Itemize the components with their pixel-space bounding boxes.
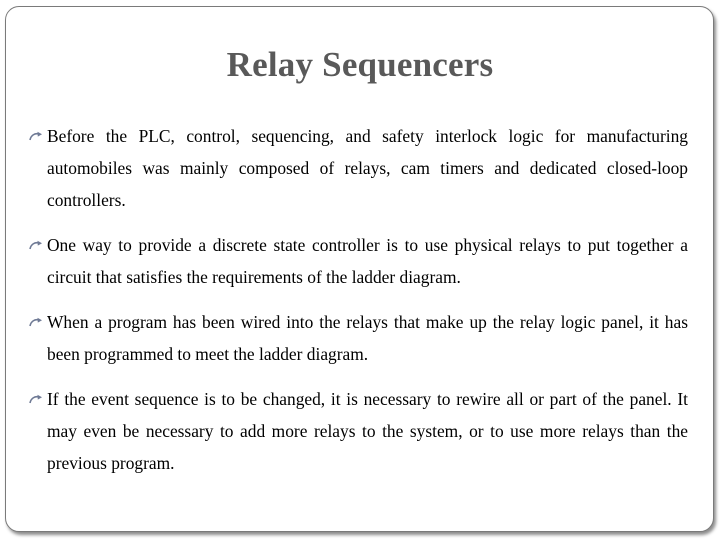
curved-arrow-bullet-icon (29, 317, 43, 327)
curved-arrow-bullet-icon (29, 394, 43, 404)
bullet-list (29, 120, 688, 492)
bullet-item (29, 383, 688, 479)
bullet-text: Before the PLC, control, sequencing, and safety interlock logic for manufacturing automobiles was mainly composed of relays, cam timers and dedicated closed-loop controllers. (47, 126, 688, 210)
curved-arrow-bullet-icon (29, 131, 43, 141)
curved-arrow-bullet-icon (29, 240, 43, 250)
bullet-text: If the event sequence is to be changed, it is necessary to rewire all or part of the panel. It may even be necessary to add more relays to the system, or to use more relays than the previous program. (47, 389, 688, 473)
bullet-item (29, 229, 688, 293)
bullet-text: One way to provide a discrete state controller is to use physical relays to put together a circuit that satisfies the requirements of the ladder diagram. (47, 235, 688, 287)
bullet-text: When a program has been wired into the relays that make up the relay logic panel, it has been programmed to meet the ladder diagram. (47, 312, 688, 364)
bullet-item (29, 306, 688, 370)
bullet-item (29, 120, 688, 216)
slide-title: Relay Sequencers (226, 45, 494, 84)
